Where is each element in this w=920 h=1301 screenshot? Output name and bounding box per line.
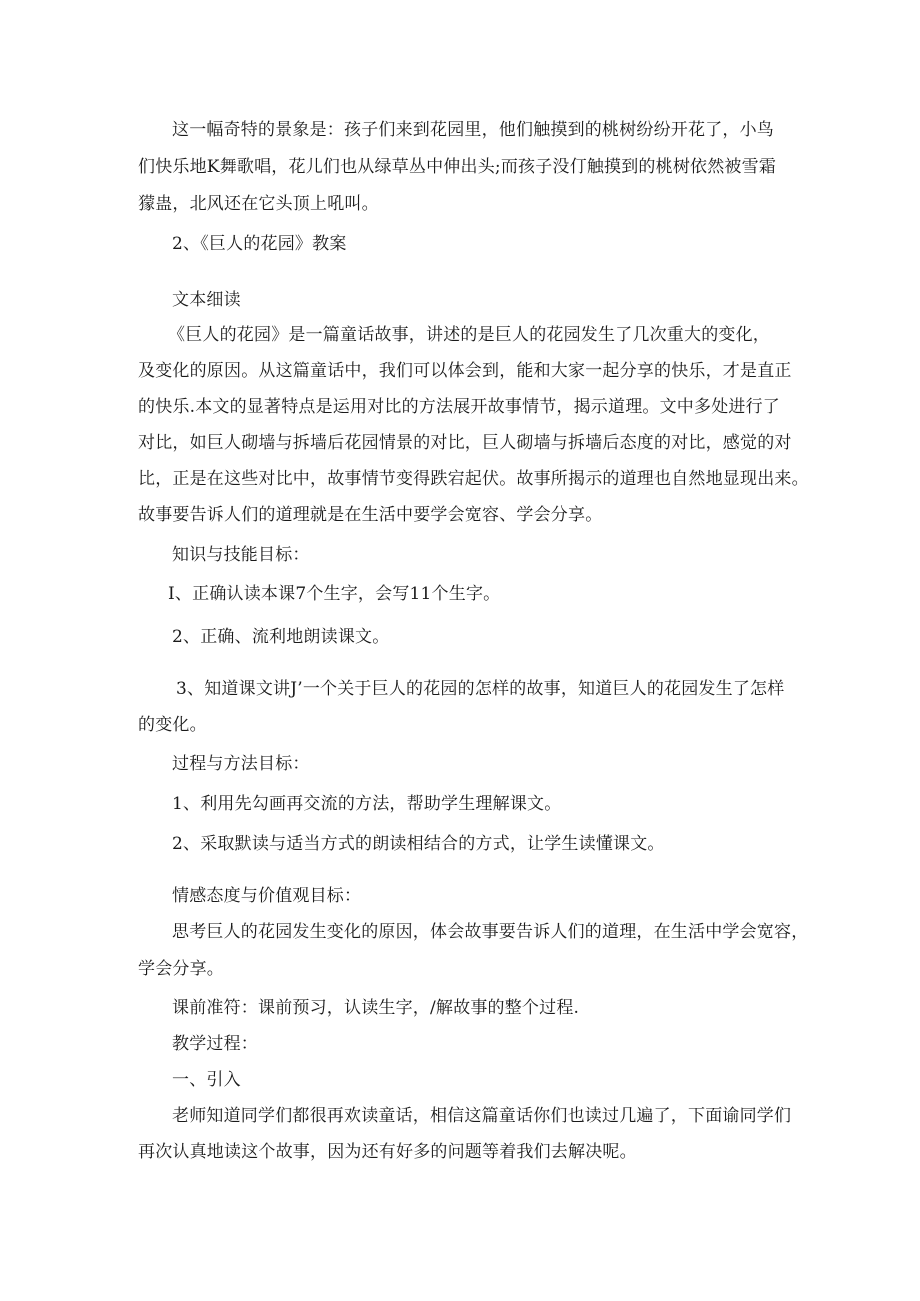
text-line: 课前准符：课前预习，认读生字，/解故事的整个过程. — [172, 998, 580, 1018]
list-item: 1、利用先勾画再交流的方法，帮助学生理解课文。 — [172, 794, 562, 814]
subheading: 知识与技能目标： — [172, 545, 310, 565]
text-line: 们快乐地K舞歌唱，花儿们也从绿草丛中伸出头;而孩子没仃触摸到的桃树依然被雪霜 — [138, 157, 777, 177]
subheading: 情感态度与价值观目标： — [172, 886, 362, 906]
subheading: 一、引入 — [172, 1070, 241, 1090]
subheading: 过程与方法目标： — [172, 754, 310, 774]
text-line: 及变化的原因。从这篇童话中，我们可以体会到，能和大家一起分享的快乐，才是直正 — [138, 361, 792, 381]
text-line: 思考巨人的花园发生变化的原因，体会故事要告诉人们的道理，在生活中学会宽容， — [172, 922, 809, 942]
subheading: 文本细读 — [172, 290, 241, 310]
text-line: 对比，如巨人砌墙与拆墙后花园情景的对比，巨人砌墙与拆墙后态度的对比，感觉的对 — [138, 433, 792, 453]
list-item: I、正确认读本课7个生字，会写11个生字。 — [168, 584, 501, 604]
text-line: 獴蛊，北风还在它头顶上吼叫。 — [138, 194, 379, 214]
section-heading: 2、《巨人的花园》教案 — [172, 234, 347, 254]
text-line: 比，正是在这些对比中，故事情节变得跌宕起伏。故事所揭示的道理也自然地显现出来。 — [138, 469, 809, 489]
text-line: 的快乐.本文的显著特点是运用对比的方法展开故事情节，揭示道理。文中多处进行了 — [138, 397, 781, 417]
text-line: 这一幅奇特的景象是：孩子们来到花园里，他们触摸到的桃树纷纷开花了，小鸟 — [172, 120, 774, 140]
text-line: 的变化。 — [138, 715, 207, 735]
text-line: 再次认真地读这个故事，因为还有好多的问题等着我们去解决呢。 — [138, 1142, 637, 1162]
text-line: 老师知道同学们都很再欢读童话，相信这篇童话你们也读过几遍了，下面谕同学们 — [172, 1106, 792, 1126]
text-line: 学会分享。 — [138, 959, 224, 979]
text-line: 故事要告诉人们的道理就是在生活中要学会宽容、学会分享。 — [138, 505, 603, 525]
subheading: 教学过程： — [172, 1034, 258, 1054]
list-item: 2、采取默读与适当方式的朗读相结合的方式，让学生读懂课文。 — [172, 834, 665, 854]
text-line: 《巨人的花园》是一篇童话故事，讲述的是巨人的花园发生了几次重大的变化， — [168, 325, 770, 345]
list-item: 2、正确、流利地朗读课文。 — [172, 627, 390, 647]
list-item: 3、知道课文讲J’一个关于巨人的花园的怎样的故事，知道巨人的花园发生了怎样 — [176, 679, 785, 699]
